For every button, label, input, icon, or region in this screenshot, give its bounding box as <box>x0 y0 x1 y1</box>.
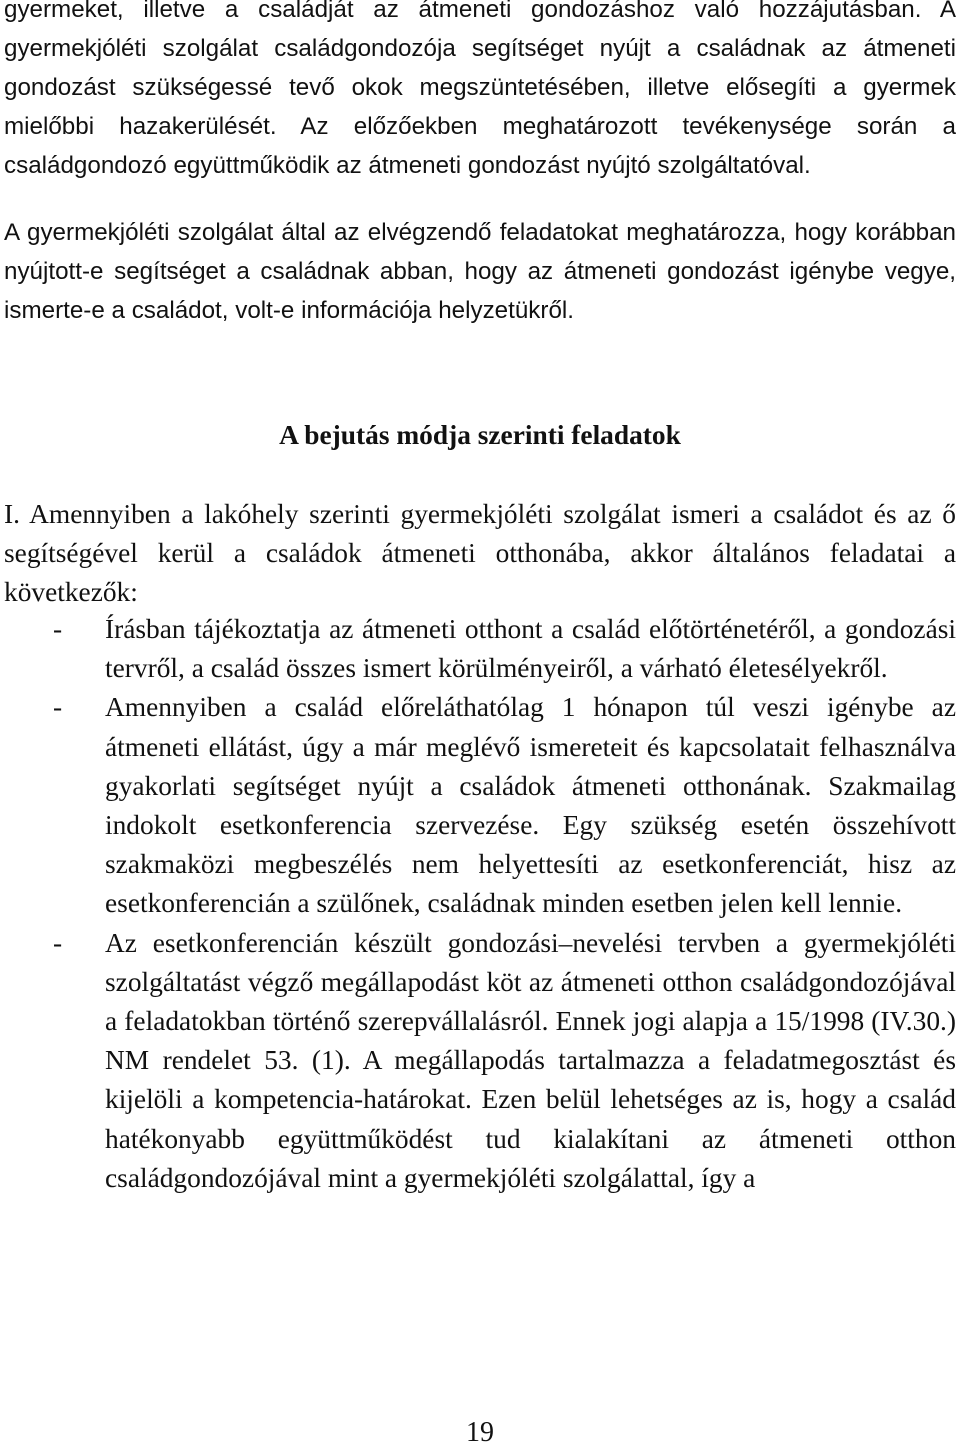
body-paragraph-2: A gyermekjóléti szolgálat által az elvégzendő feladatokat meghatározza, hogy korábban nyújtott-e segítséget a családnak abban, hogy az átmeneti gondozást igénybe vegye, ismerte-e a családot, volt-e információja helyzetükről. <box>4 219 956 324</box>
section-heading: A bejutás módja szerinti feladatok <box>279 420 681 450</box>
list-item-text: Az esetkonferencián készült gondozási–nevelési tervben a gyermekjóléti szolgáltatást végző megállapodást köt az átmeneti otthon családgondozójával a feladatokban történő szerepvállalásról. Ennek jogi alapja a 15/1998 (IV.30.) NM rendelet 53. (1). A megállapodás tartalmazza a feladatmegosztást és kijelöli a kompetencia-határokat. Ezen belül lehetséges az is, hogy a család hatékonyabb együttműködést tud kialakítani az átmeneti otthon családgondozójával mint a gyermekjóléti szolgálattal, így a <box>105 927 956 1193</box>
page-number: 19 <box>466 1417 494 1448</box>
list-dash-marker: - <box>53 927 63 958</box>
list-item <box>4 610 956 688</box>
task-list <box>4 610 956 1198</box>
intro-paragraph: gyermeket, illetve a családját az átmeneti gondozáshoz való hozzájutásban. A gyermekjóléti szolgálat családgondozója segítséget nyújt a családnak az átmeneti gondozást szükségessé tevő okok megszüntetésében, illetve elősegíti a gyermek mielőbbi hazakerülését. Az előzőekben meghatározott tevékenysége során a családgondozó együttműködik az átmeneti gondozást nyújtó szolgáltatóval. <box>4 0 956 179</box>
list-dash-marker: - <box>53 692 63 723</box>
list-item <box>4 688 956 923</box>
list-dash-marker: - <box>53 614 63 644</box>
list-item-text: Amennyiben a család előreláthatólag 1 hónapon túl veszi igénybe az átmeneti ellátást, úgy a már meglévő ismereteit és kapcsolatait felhasználva gyakorlati segítséget nyújt a családok átmeneti otthonának. Szakmailag indokolt esetkonferencia szervezése. Egy szükség esetén összehívott szakmaközi megbeszélés nem helyettesíti az esetkonferenciát, hisz az esetkonferencián a szülőnek, családnak minden esetben jelen kell lennie. <box>105 692 956 919</box>
list-item <box>4 924 956 1198</box>
body-paragraph-3: I. Amennyiben a lakóhely szerinti gyermekjóléti szolgálat ismeri a családot és az ő segítségével kerül a családok átmeneti otthonába, akkor általános feladatai a következők: <box>4 499 956 608</box>
list-item-text: Írásban tájékoztatja az átmeneti otthont a család előtörténetéről, a gondozási tervről, a család összes ismert körülményeiről, a várható életesélyekről. <box>105 614 956 684</box>
